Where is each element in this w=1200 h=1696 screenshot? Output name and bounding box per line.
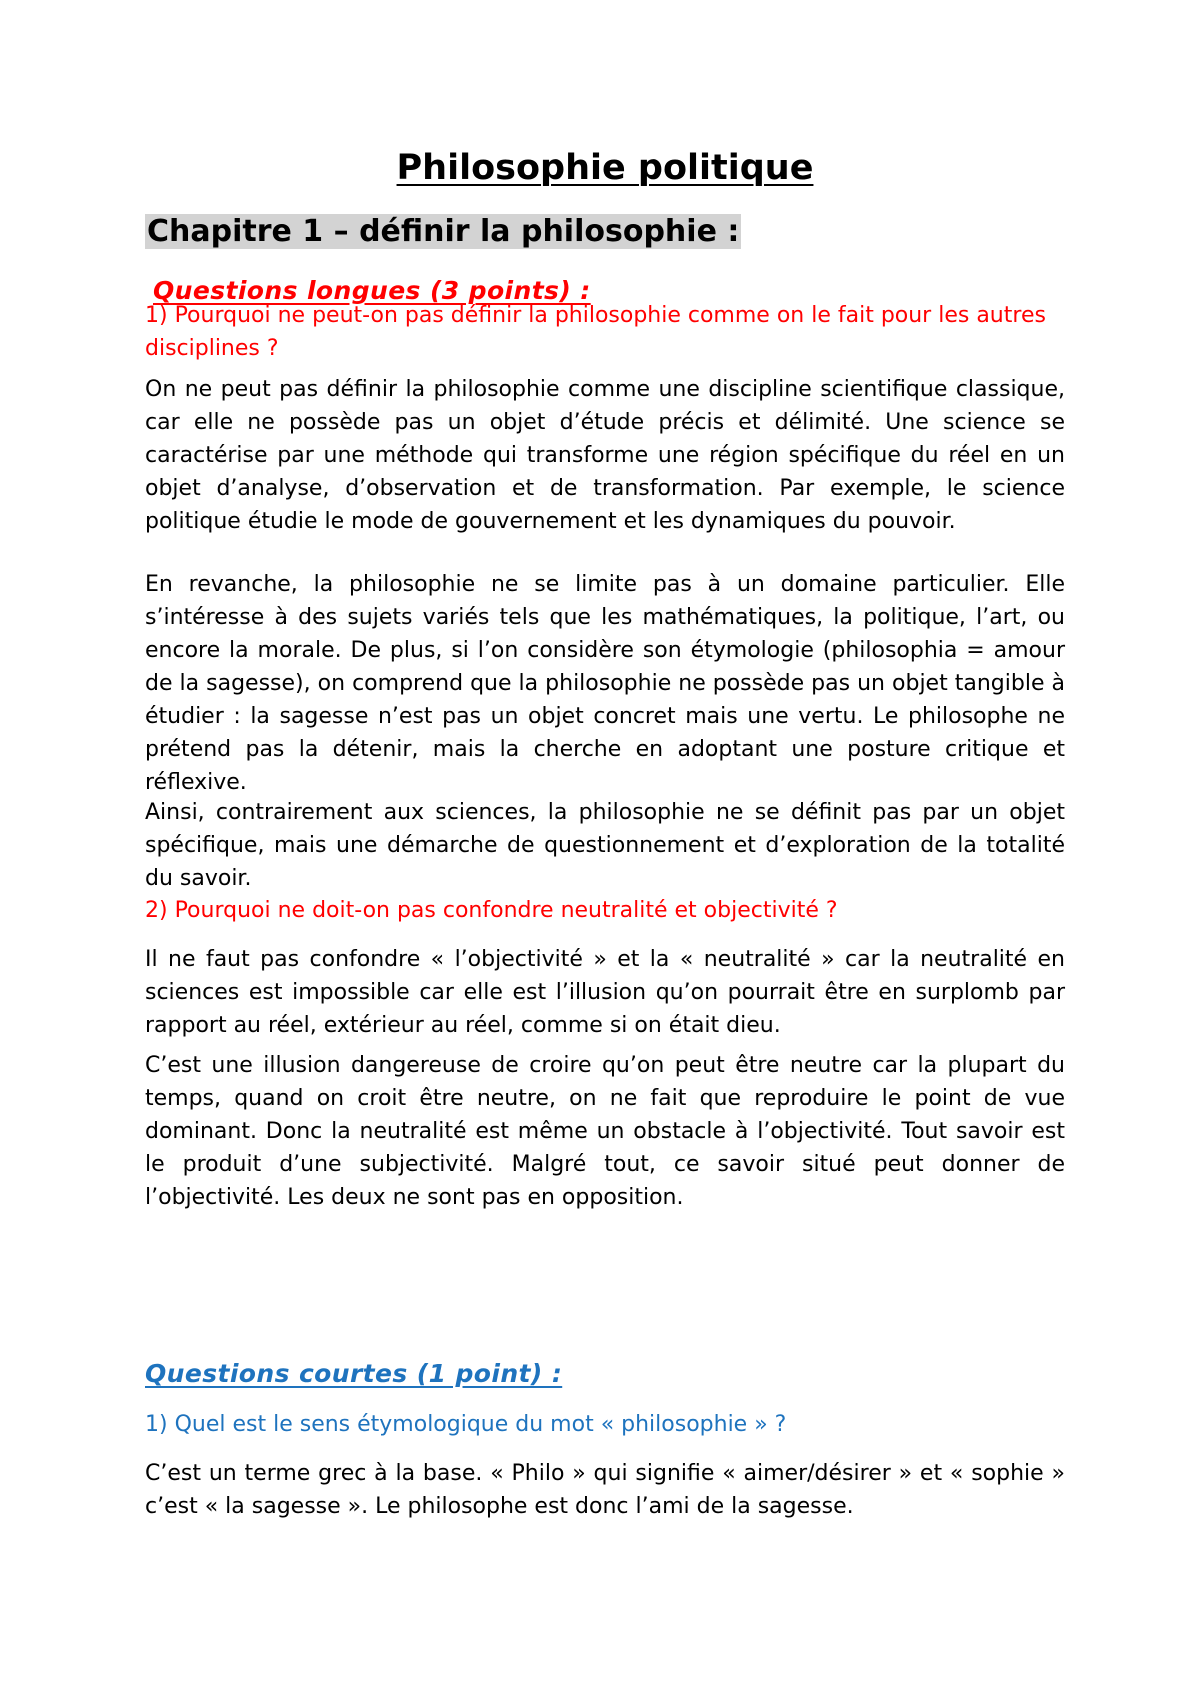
chapter-heading-text: Chapitre 1 – définir la philosophie : — [147, 214, 740, 249]
short-question-1: 1) Quel est le sens étymologique du mot « philosophie » ? — [145, 1412, 787, 1437]
long-question-2: 2) Pourquoi ne doit-on pas confondre neutralité et objectivité ? — [145, 898, 838, 923]
long-answer-1-paragraph-2: En revanche, la philosophie ne se limite pas à un domaine particulier. Elle s’intéresse à des sujets variés tels que les mathématiques, la politique, l’art, ou encore la morale. De plus, si l’on considère son étymologie (philosophia = amour de la sagesse), on comprend que la philosophie ne possède pas un objet tangible à étudier : la sagesse n’est pas un objet concret mais une vertu. Le philosophe ne prétend pas la détenir, mais la cherche en adoptant une posture critique et réflexive. — [145, 572, 1065, 795]
section-long-questions: Questions longues (3 points) : — [153, 276, 591, 305]
long-question-1: 1) Pourquoi ne peut-on pas définir la philosophie comme on le fait pour les autres disciplines ? — [145, 303, 1046, 361]
chapter-heading — [145, 212, 741, 252]
long-answer-2-paragraph-2: C’est une illusion dangereuse de croire qu’on peut être neutre car la plupart du temps, quand on croit être neutre, on ne fait que reproduire le point de vue dominant. Donc la neutralité est même un obstacle à l’objectivité. Tout savoir est le produit d’une subjectivité. Malgré tout, ce savoir situé peut donner de l’objectivité. Les deux ne sont pas en opposition. — [145, 1053, 1065, 1210]
long-answer-2-paragraph-1: Il ne faut pas confondre « l’objectivité » et la « neutralité » car la neutralité en sciences est impossible car elle est l’illusion qu’on pourrait être en surplomb par rapport au réel, extérieur au réel, comme si on était dieu. — [145, 947, 1065, 1038]
long-answer-1-paragraph-1: On ne peut pas définir la philosophie comme une discipline scientifique classique, car elle ne possède pas un objet d’étude précis et délimité. Une science se caractérise par une méthode qui transforme une région spécifique du réel en un objet d’analyse, d’observation et de transformation. Par exemple, le science politique étudie le mode de gouvernement et les dynamiques du pouvoir. — [145, 377, 1065, 534]
long-answer-1-paragraph-3: Ainsi, contrairement aux sciences, la philosophie ne se définit pas par un objet spécifique, mais une démarche de questionnement et d’exploration de la totalité du savoir. — [145, 800, 1065, 891]
section-short-questions: Questions courtes (1 point) : — [145, 1359, 563, 1388]
document-title: Philosophie politique — [396, 148, 814, 188]
short-answer-1-paragraph-1: C’est un terme grec à la base. « Philo » qui signifie « aimer/désirer » et « sophie » c’est « la sagesse ». Le philosophe est donc l’ami de la sagesse. — [145, 1461, 1065, 1519]
